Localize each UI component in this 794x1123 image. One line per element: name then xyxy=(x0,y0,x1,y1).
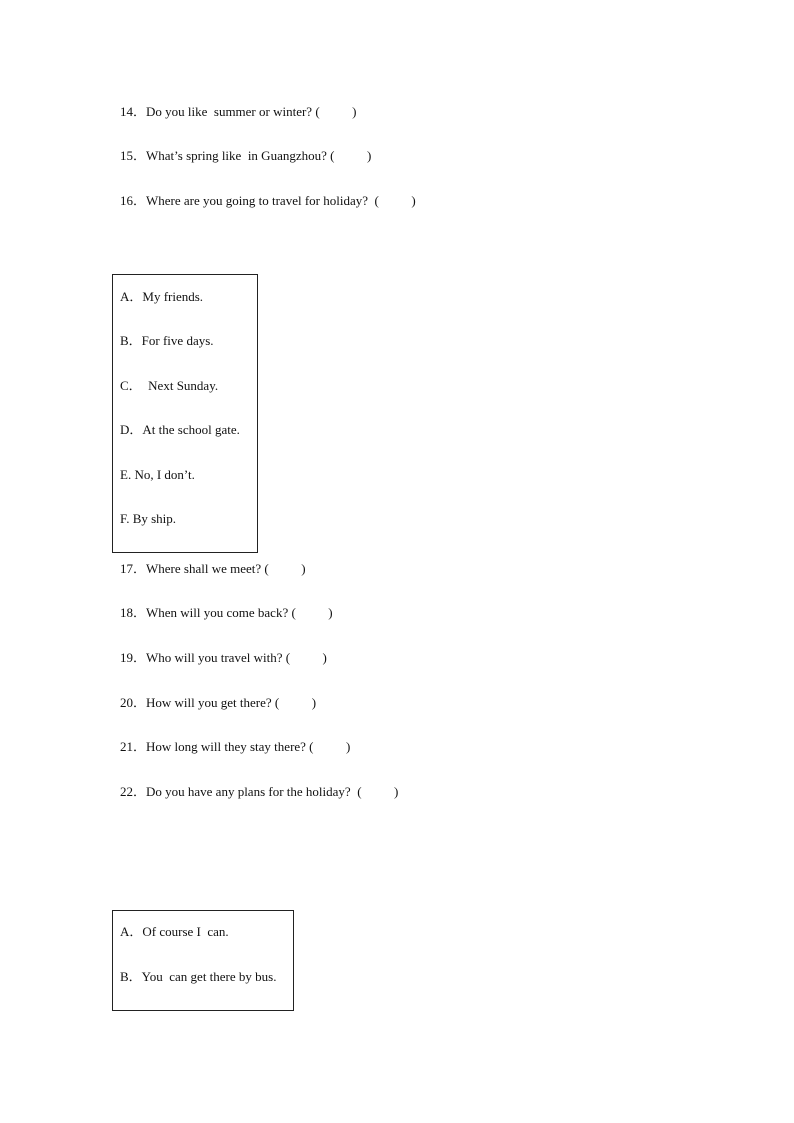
question-20: 20．How will you get there? ( ) xyxy=(120,695,317,710)
option-b: B．For five days. xyxy=(120,333,214,348)
option-a-2: A．Of course I can. xyxy=(120,924,229,939)
options-box-2 xyxy=(112,910,294,1011)
option-c: C． Next Sunday. xyxy=(120,378,219,393)
option-e: E. No, I don’t. xyxy=(120,467,195,482)
question-17: 17．Where shall we meet? ( ) xyxy=(120,561,306,576)
question-22: 22．Do you have any plans for the holiday? ( ) xyxy=(120,784,399,799)
option-a: A．My friends. xyxy=(120,289,204,304)
question-18: 18．When will you come back? ( ) xyxy=(120,605,333,620)
options-box-1 xyxy=(112,274,258,553)
option-b-2: B．You can get there by bus. xyxy=(120,969,277,984)
option-f: F. By ship. xyxy=(120,511,177,526)
question-21: 21．How long will they stay there? ( ) xyxy=(120,739,351,754)
question-19: 19．Who will you travel with? ( ) xyxy=(120,650,327,665)
question-16: 16．Where are you going to travel for holiday? ( ) xyxy=(120,193,416,208)
question-14: 14．Do you like summer or winter? ( ) xyxy=(120,104,357,119)
option-d: D．At the school gate. xyxy=(120,422,240,437)
question-15: 15．What’s spring like in Guangzhou? ( ) xyxy=(120,148,372,163)
